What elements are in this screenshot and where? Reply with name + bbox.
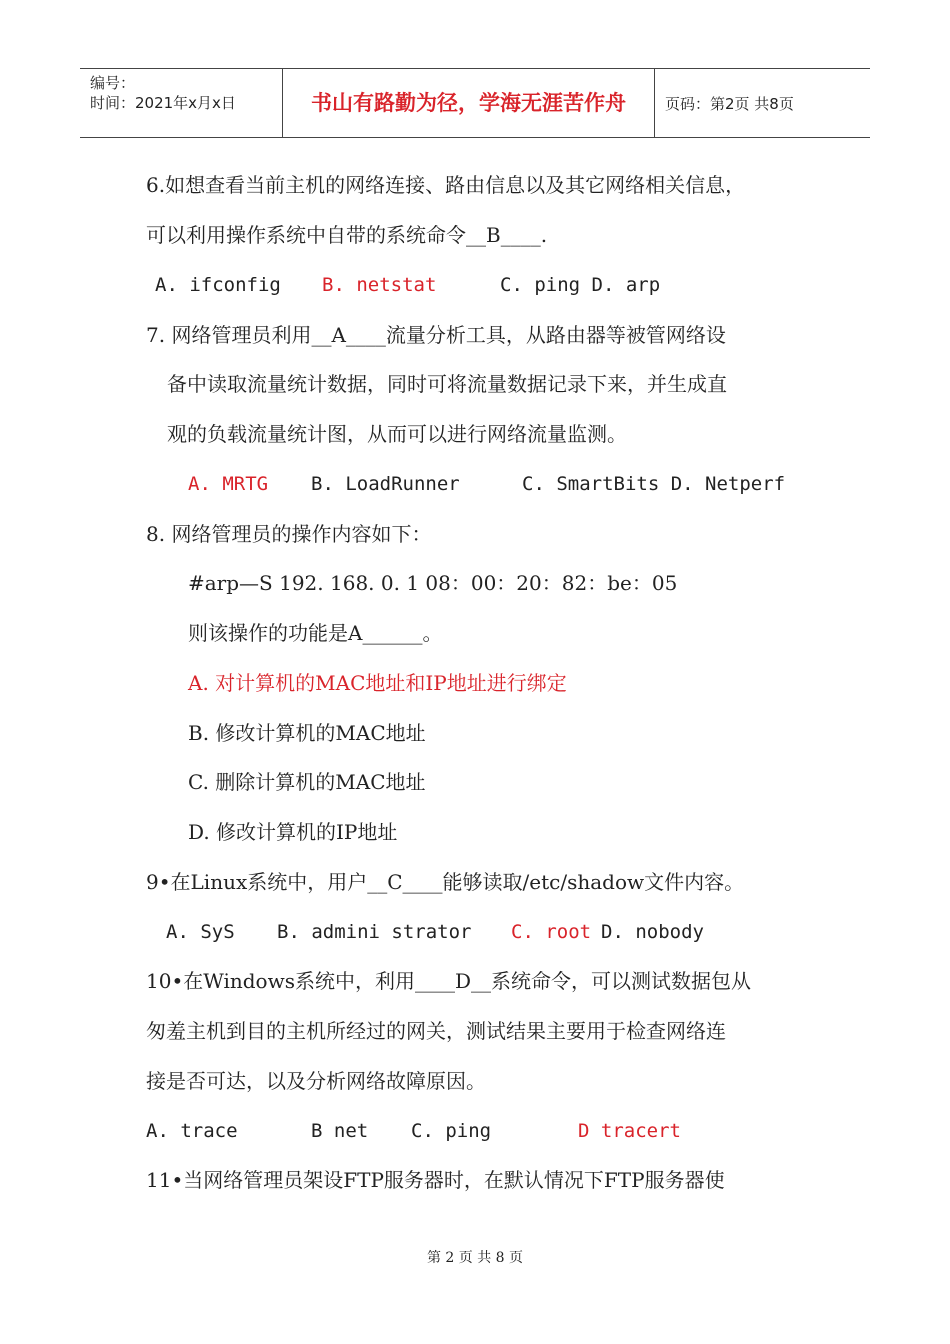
q10-option-d: D tracert xyxy=(578,1120,681,1142)
q7-line3: 观的负载流量统计图，从而可以进行网络流量监测。 xyxy=(167,422,627,446)
q6-option-a: A. ifconfig xyxy=(155,274,281,296)
time-label: 时间：2021年x月x日 xyxy=(90,94,236,112)
q8-line1: 8. 网络管理员的操作内容如下： xyxy=(146,522,432,546)
number-label: 编号： xyxy=(90,74,136,92)
q10-option-a: A. trace xyxy=(146,1120,238,1142)
q10-option-b: B net xyxy=(311,1120,369,1142)
q8-option-d: D. 修改计算机的IP地址 xyxy=(188,820,398,844)
q6-line2: 可以利用操作系统中自带的系统命令__B____. xyxy=(146,223,548,247)
q9-option-a: A. SyS xyxy=(166,921,235,943)
q8-line3: 则该操作的功能是A______。 xyxy=(188,621,443,645)
header-info-cell xyxy=(80,69,283,137)
q8-option-a: A. 对计算机的MAC地址和IP地址进行绑定 xyxy=(188,671,567,695)
q9-option-b: B. admini strator xyxy=(277,921,472,943)
motto: 书山有路勤为径，学海无涯苦作舟 xyxy=(283,69,655,137)
q7-option-a: A. MRTG xyxy=(188,473,269,495)
q6-option-cd: C. ping D. arp xyxy=(500,274,661,296)
page-header xyxy=(80,68,870,138)
q11-line1: 11•当网络管理员架设FTP服务器时，在默认情况下FTP服务器使 xyxy=(146,1168,725,1192)
q9-option-d: D. nobody xyxy=(601,921,704,943)
q10-line1: 10•在Windows系统中，利用____D__系统命令，可以测试数据包从 xyxy=(146,969,751,993)
q10-option-c: C. ping xyxy=(411,1120,492,1142)
q7-line2: 备中读取流量统计数据，同时可将流量数据记录下来，并生成直 xyxy=(167,372,727,396)
q7-option-cd: C. SmartBits D. Netperf xyxy=(522,473,786,495)
q9-line1: 9•在Linux系统中，用户__C____能够读取/etc/shadow文件内容。 xyxy=(146,870,745,894)
q8-option-b: B. 修改计算机的MAC地址 xyxy=(188,721,426,745)
q8-command: #arp—S 192. 168. 0. 1 08：00：20：82：be：05 xyxy=(188,571,678,595)
q10-line2: 匆羞主机到目的主机所经过的网关，测试结果主要用于检查网络连 xyxy=(146,1019,726,1043)
q10-line3: 接是否可达，以及分析网络故障原因。 xyxy=(146,1069,486,1093)
q7-option-b: B. LoadRunner xyxy=(311,473,460,495)
q6-option-b: B. netstat xyxy=(322,274,437,296)
q6-line1: 6.如想查看当前主机的网络连接、路由信息以及其它网络相关信息， xyxy=(146,173,746,197)
page-info: 页码：第2页 共8页 xyxy=(665,95,794,113)
page-footer: 第 2 页 共 8 页 xyxy=(426,1250,524,1266)
q8-option-c: C. 删除计算机的MAC地址 xyxy=(188,770,426,794)
q9-option-c: C. root xyxy=(511,921,592,943)
q7-line1: 7. 网络管理员利用__A____流量分析工具，从路由器等被管网络设 xyxy=(146,323,726,347)
